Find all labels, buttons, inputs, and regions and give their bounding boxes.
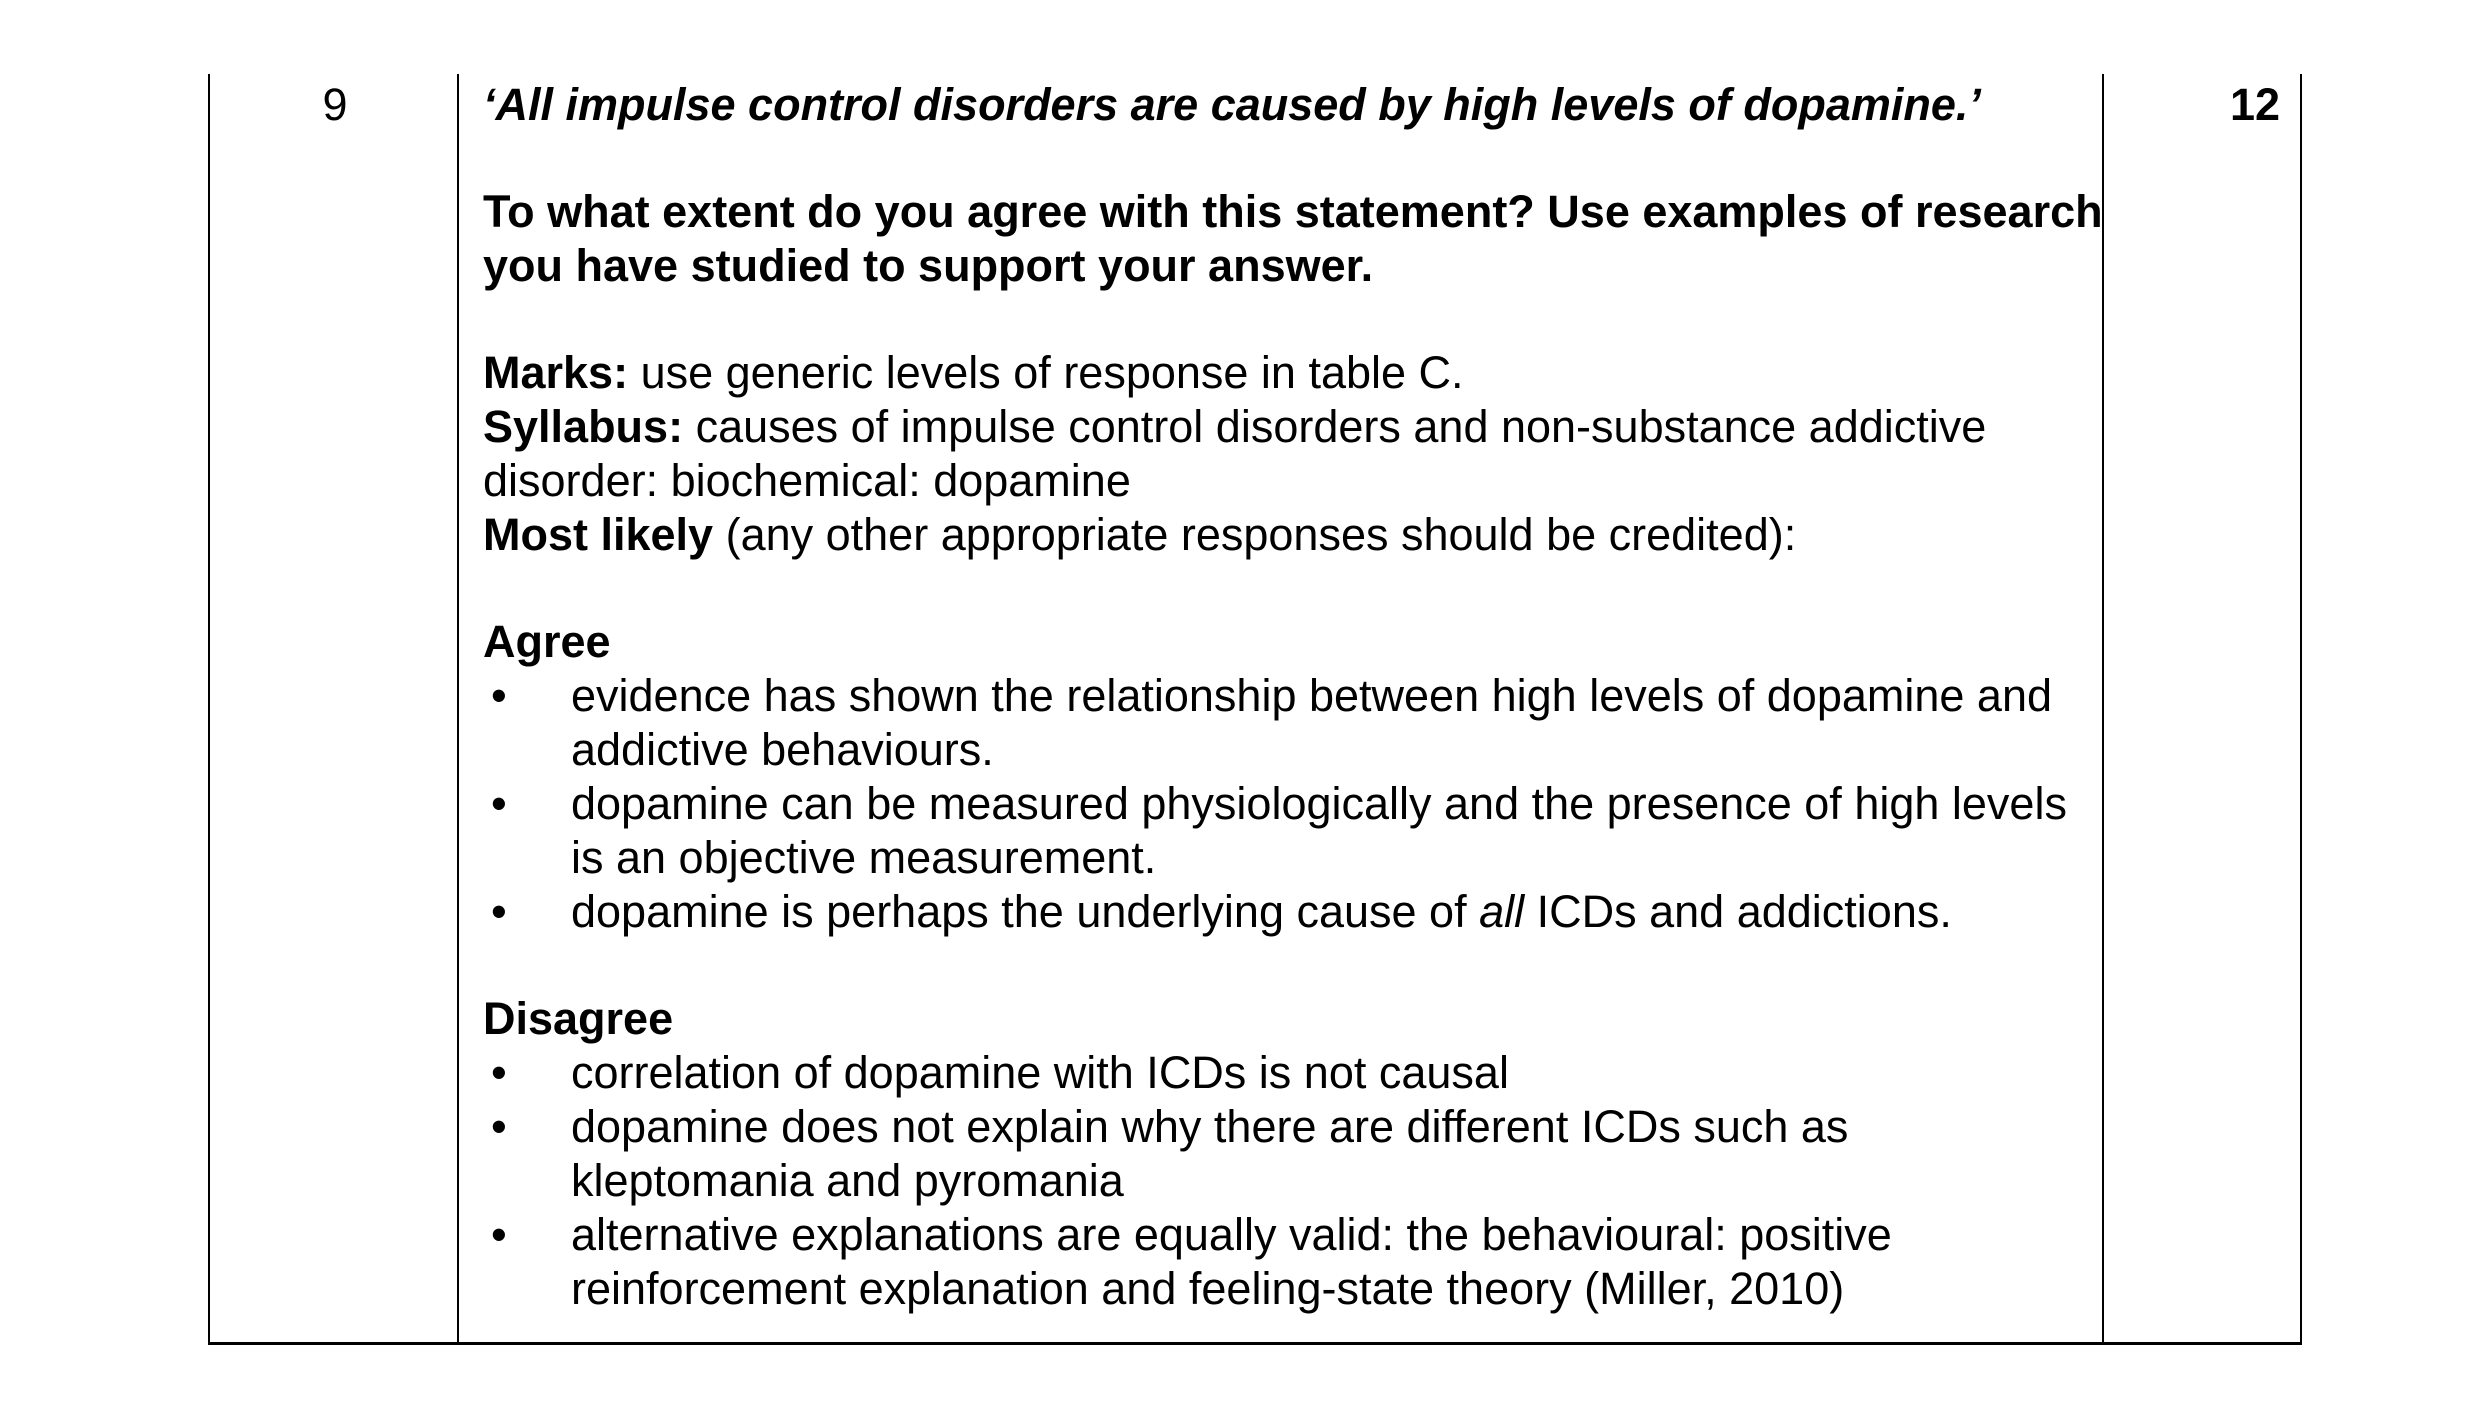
- marks-text: use generic levels of response in table C.: [628, 347, 1464, 398]
- list-item-text: dopamine does not explain why there are different ICDs such as kleptomania and pyromania: [571, 1101, 1849, 1206]
- question-quote: ‘All impulse control disorders are caused by high levels of dopamine.’: [483, 79, 1981, 130]
- table-border-right: [2300, 74, 2302, 1344]
- question-number: 9: [322, 79, 348, 130]
- question-marks: 12: [2229, 79, 2280, 130]
- marks-label: Marks:: [483, 347, 629, 398]
- list-item: [483, 1100, 2103, 1208]
- list-item: [483, 1208, 2103, 1316]
- marks-line: [483, 346, 2103, 400]
- most-likely-line: [483, 508, 2103, 562]
- table-border-bottom: [208, 1342, 2302, 1345]
- list-item: [483, 669, 2103, 777]
- list-item-text: dopamine can be measured physiologically and the presence of high levels is an objective measurement.: [571, 778, 2067, 883]
- bullet-icon: •: [491, 778, 507, 829]
- list-item: [483, 885, 2103, 939]
- bullet-icon: •: [491, 1209, 507, 1260]
- disagree-list: [483, 1046, 2103, 1316]
- most-likely-text: (any other appropriate responses should be credited):: [713, 509, 1797, 560]
- question-prompt: To what extent do you agree with this statement? Use examples of research you have studied to support your answer.: [483, 186, 2103, 291]
- table-divider-number: [457, 74, 459, 1344]
- bullet-icon: •: [491, 886, 507, 937]
- agree-heading: Agree: [483, 616, 611, 667]
- syllabus-line: [483, 400, 2103, 508]
- most-likely-label: Most likely: [483, 509, 714, 560]
- list-item: [483, 1046, 2103, 1100]
- list-item-text-before: dopamine is perhaps the underlying cause of: [571, 886, 1480, 937]
- list-item-text: alternative explanations are equally valid: the behavioural: positive reinforcement explanation and feeling-state theory (Miller, 2010): [571, 1209, 1892, 1314]
- list-item-emphasis: all: [1479, 886, 1525, 937]
- syllabus-label: Syllabus:: [483, 401, 684, 452]
- disagree-heading: Disagree: [483, 993, 674, 1044]
- list-item-text-after: ICDs and addictions.: [1524, 886, 1952, 937]
- list-item-text: evidence has shown the relationship between high levels of dopamine and addictive behaviours.: [571, 670, 2053, 775]
- syllabus-text: causes of impulse control disorders and non-substance addictive disorder: biochemical: dopamine: [483, 401, 1987, 506]
- bullet-icon: •: [491, 670, 507, 721]
- agree-list: [483, 669, 2103, 939]
- table-border-left: [208, 74, 210, 1344]
- bullet-icon: •: [491, 1101, 507, 1152]
- list-item-text: correlation of dopamine with ICDs is not causal: [571, 1047, 1509, 1098]
- bullet-icon: •: [491, 1047, 507, 1098]
- answer-guidance-cell: [483, 78, 2103, 1316]
- list-item: [483, 777, 2103, 885]
